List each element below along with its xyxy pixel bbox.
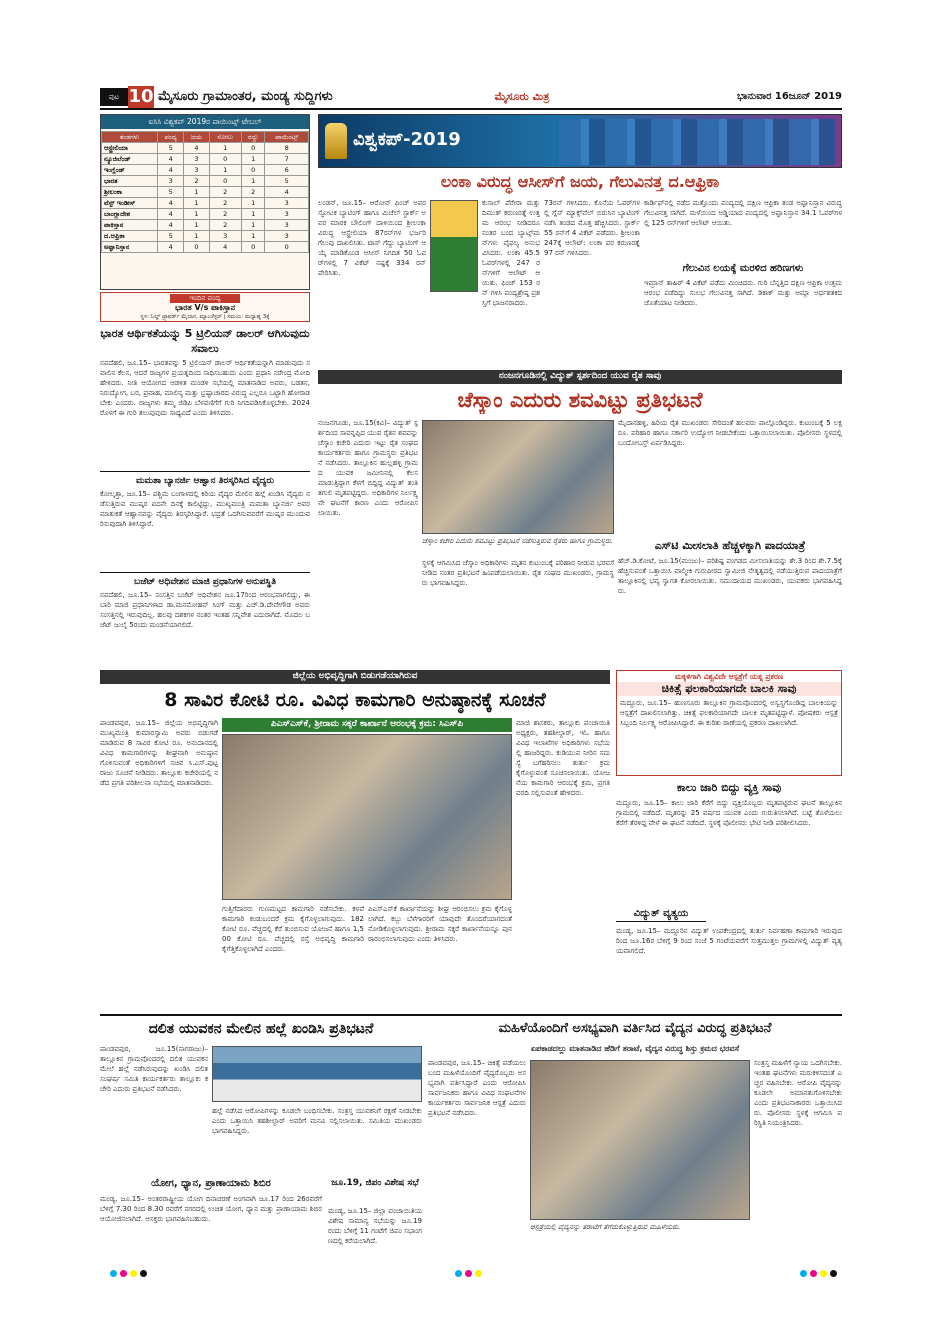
finch-photo: [430, 200, 478, 292]
table-cell: 2: [209, 209, 241, 220]
march-text: ಹೆಚ್.ಡಿ.ಕೋಟೆ, ಜೂ.15(ಮಂಜು)– ಪರಿಶಿಷ್ಟ ಪಂಗಡದ ಮೀಸಲಾತಿಯನ್ನು ಶೇ.3 ರಿಂದ ಶೇ.7.5ಕ್ಕೆ ಹೆಚ್ಚಿಸುವಂತೆ ಒತ್ತಾಯಿಸಿ ವಾಲ್ಮೀಕಿ ಗುರುಪೀಠದ ಸ್ವಾಮೀಜಿ ನೇತೃತ್ವದಲ್ಲಿ ನಡೆಯುತ್ತಿರುವ ಪಾದಯಾತ್ರೆಗೆ ತಾಲ್ಲೂಕಿನಲ್ಲಿ ಭವ್ಯ ಸ್ವಾಗತ ಕೋರಲಾಯಿತು. ಸಮುದಾಯದ ಮುಖಂಡರು, ಯುವಕರು ಭಾಗವಹಿಸಿದ್ದರು.: [618, 557, 842, 595]
table-cell: 1: [241, 220, 265, 231]
points-table-header: ಸೋಲು: [209, 132, 241, 143]
doctor-headline: ಮಹಿಳೆಯೊಂದಿಗೆ ಅಸಭ್ಯವಾಗಿ ವರ್ತಿಸಿದ ವೈದ್ಯನ ವಿರುದ್ಧ ಪ್ರತಿಭಟನೆ: [498, 1021, 772, 1036]
table-cell: 1: [184, 209, 209, 220]
doctor-protest-photo: [530, 1060, 750, 1220]
table-cell: 4: [157, 209, 183, 220]
table-cell: 3: [265, 231, 309, 242]
worldcup-text-col4: ಕಾರ್ಡಿಫ್‌ನಲ್ಲಿ ನಡೆದ ಮತ್ತೊಂದು ಪಂದ್ಯದಲ್ಲಿ ದಕ್ಷಿಣ ಆಫ್ರಿಕಾ ತಂಡ ಅಫ್ಘಾನಿಸ್ತಾನ ವಿರುದ್ಧ ಗೆಲುವಿನತ್ತ ಸಾಗಿದೆ. ಮಳೆಯಿಂದ ಅಡ್ಡಿಯಾದ ಪಂದ್ಯದಲ್ಲಿ ಅಫ್ಘಾನಿಸ್ತಾನ 34.1 ಓವರ್‌ಗಳಲ್ಲಿ 125 ರನ್‌ಗಳಿಗೆ ಆಲೌಟ್ ಆಯಿತು.: [644, 199, 842, 227]
points-table-header: ಪಾಯಿಂಟ್ಸ್: [265, 132, 309, 143]
worldcup-text-col2: ಕುಸಾಲ್ ಪೆರೇರಾ ಮತ್ತು ದಿಮುತ್ ಕರುಣರತ್ನೆ ಉತ್ತಮ ಆರಂಭ ನೀಡಿದರೂ ನಂತರ ಬಂದ ಬ್ಯಾಟ್ಸ್‌ಮನ್‌ಗಳು ವೈಫಲ್ಯ ಅನುಭವಿಸಿದರು. ಲಂಕಾ 45.5 ಓವರ್‌ಗಳಲ್ಲಿ 247 ರನ್‌ಗಳಿಗೆ ಆಲೌಟ್ ಆಯಿತು. ಫಿಂಚ್ 153 ರನ್ ಗಳಿಸಿ ಪಂದ್ಯಶ್ರೇಷ್ಠ ಪ್ರಶಸ್ತಿಗೆ ಭಾಜನರಾದರು.: [482, 199, 540, 307]
table-cell: 2: [184, 176, 209, 187]
team-name: ದ.ಆಫ್ರಿಕಾ: [102, 231, 158, 242]
protest-text-col3: ಮೈದಾನಹಳ್ಳಿ, ಹಿರಿಯ ರೈತ ಮುಖಂಡರು ಸೇರಿದಂತೆ ಹಲವರು ಪಾಲ್ಗೊಂಡಿದ್ದರು. ಕುಟುಂಬಕ್ಕೆ 5 ಲಕ್ಷ ರೂ. ಪರಿಹಾರ ಹಾಗೂ ಸರ್ಕಾರಿ ಉದ್ಯೋಗ ನೀಡಬೇಕೆಂದು ಒತ್ತಾಯಿಸಲಾಯಿತು. ಪೊಲೀಸರು ಸ್ಥಳದಲ್ಲಿ ಬಂದೋಬಸ್ತ್ ಏರ್ಪಡಿಸಿದ್ದರು.: [618, 419, 842, 447]
table-cell: 5: [157, 187, 183, 198]
table-cell: 0: [184, 242, 209, 253]
hospital-box: [616, 670, 842, 776]
team-name: ಇಂಗ್ಲೆಂಡ್: [102, 165, 158, 176]
table-cell: 3: [157, 176, 183, 187]
protest-text-col2: ಸ್ಥಳಕ್ಕೆ ಆಗಮಿಸಿದ ಚೆಸ್ಕಾಂ ಅಧಿಕಾರಿಗಳು ಮೃತನ ಕುಟುಂಬಕ್ಕೆ ಪರಿಹಾರ ನೀಡುವ ಭರವಸೆ ನೀಡಿದ ನಂತರ ಪ್ರತಿಭಟನೆ ಹಿಂಪಡೆಯಲಾಯಿತು. ರೈತ ಸಂಘದ ಮುಖಂಡರು, ಗ್ರಾಮಸ್ಥರು ಭಾಗವಹಿಸಿದ್ದರು.: [422, 559, 614, 587]
worldcup-subheadline: ಗೆಲುವಿನ ಲಯಕ್ಕೆ ಮರಳಿದ ಹರಿಣಗಳು: [682, 263, 804, 274]
doctor-photo-caption: ಆಸ್ಪತ್ರೆಯಲ್ಲಿ ವೈದ್ಯನನ್ನು ತರಾಟೆಗೆ ತೆಗೆದುಕೊಳ್ಳುತ್ತಿರುವ ಮಹಿಳೆಯರು.: [530, 1223, 681, 1231]
table-cell: 3: [209, 231, 241, 242]
march-headline: ಎಸ್‌ಟಿ ಮೀಸಲಾತಿ ಹೆಚ್ಚಳಕ್ಕಾಗಿ ಪಾದಯಾತ್ರೆ: [654, 539, 806, 552]
dalit-protest-photo: [212, 1046, 422, 1102]
table-cell: 1: [241, 176, 265, 187]
works-text-col3: ಪಿಎಸ್‌ಎಸ್‌ಕೆ ಕಾರ್ಖಾನೆಯನ್ನು ಶೀಘ್ರ ಆರಂಭಿಸಲು ಕ್ರಮ ಕೈಗೊಳ್ಳಲಾಗಿದೆ. ಕಬ್ಬು ಬೆಳೆಗಾರರಿಗೆ ಯಾವುದೇ ತೊಂದರೆಯಾಗದಂತೆ ನೋಡಿಕೊಳ್ಳಲಾಗುವುದು. ಶ್ರೀರಾಮ ಸಕ್ಕರೆ ಕಾರ್ಖಾನೆಯನ್ನೂ ಪುನರಾರಂಭಿಸಲಾಗುವುದು ಎಂದು ತಿಳಿಸಿದರು.: [368, 905, 512, 943]
points-table-header: ರದ್ದು: [241, 132, 265, 143]
table-cell: 0: [241, 165, 265, 176]
table-cell: 0: [209, 154, 241, 165]
table-cell: 5: [157, 231, 183, 242]
table-cell: 5: [265, 176, 309, 187]
protest-photo-caption: ಚೆಸ್ಕಾಂ ಕಚೇರಿ ಎದುರು ಶವವಿಟ್ಟು ಪ್ರತಿಭಟನೆ ನಡೆಸುತ್ತಿರುವ ರೈತರು ಹಾಗೂ ಗ್ರಾಮಸ್ಥರು.: [422, 537, 614, 545]
worldcup-text-col3: 73ರನ್ ಗಳಿಸಿದರು. ಕೊನೆಯ ಓವರ್‌ಗಳಲ್ಲಿ ಗ್ಲೆನ್ ಮ್ಯಾಕ್ಸ್‌ವೆಲ್ ಬಿರುಸಿನ ಬ್ಯಾಟಿಂಗ್ ನಡೆಸಿ ತಂಡದ ಮೊತ್ತ ಹೆಚ್ಚಿಸಿದರು. ಸ್ಟಾರ್ಕ್ 55 ರನ್‌ಗೆ 4 ವಿಕೆಟ್ ಪಡೆದರು. ಶ್ರೀಲಂಕಾ 247ಕ್ಕೆ ಆಲೌಟ್: ಲಂಕಾ ಪರ ಕರುಣರತ್ನೆ 97 ರನ್ ಗಳಿಸಿದರು.: [544, 199, 640, 257]
powercut-text: ಮಂಡ್ಯ, ಜೂ.15– ಮದ್ದೂರಿನ ವಿದ್ಯುತ್ ಉಪಕೇಂದ್ರದಲ್ಲಿ ತುರ್ತು ನಿರ್ವಹಣಾ ಕಾಮಗಾರಿ ಇರುವುದರಿಂದ ಜೂ.16ರ ಬೆಳಿಗ್ಗೆ 9 ರಿಂದ ಸಂಜೆ 5 ಗಂಟೆಯವರೆಗೆ ಸುತ್ತಮುತ್ತಲ ಗ್ರಾಮಗಳಲ್ಲಿ ವಿದ್ಯುತ್ ವ್ಯತ್ಯಯವಾಗಲಿದೆ.: [616, 927, 842, 955]
todays-match-teams: ಭಾರತ V/s ಪಾಕಿಸ್ತಾನ: [174, 303, 236, 312]
paper-name: ಮೈಸೂರು ಮಿತ್ರ: [494, 90, 550, 103]
table-cell: 0: [265, 242, 309, 253]
protest-kicker: ನಂಜನಗೂಡಿನಲ್ಲಿ ವಿದ್ಯುತ್ ಸ್ಪರ್ಶದಿಂದ ಯುವ ರೈತ ಸಾವು: [318, 370, 842, 384]
works-kicker: ಜಿಲ್ಲೆಯ ಅಭಿವೃದ್ಧಿಗಾಗಿ ಬಿಡುಗಡೆಯಾಗಿರುವ: [100, 670, 610, 684]
points-table-box: [100, 114, 310, 290]
table-cell: 3: [184, 154, 209, 165]
table-cell: 1: [184, 187, 209, 198]
table-cell: 1: [184, 231, 209, 242]
table-row: [102, 198, 309, 209]
table-cell: 2: [209, 198, 241, 209]
table-cell: 4: [209, 242, 241, 253]
points-table-title: ಐಸಿಸಿ ವಿಶ್ವಕಪ್ 2019ರ ಪಾಯಿಂಟ್ಸ್ ಟೇಬಲ್: [101, 115, 309, 129]
page-number: 10: [128, 86, 154, 107]
budget-text: ನವದೆಹಲಿ, ಜೂ.15– ಸಂಸತ್ತಿನ ಬಜೆಟ್ ಅಧಿವೇಶನ ಜೂ.17ರಿಂದ ಆರಂಭವಾಗಲಿದ್ದು, ಈ ಬಾರಿ ಮಾಜಿ ಪ್ರಧಾನಿಗಳಾದ ಡಾ.ಮನಮೋಹನ್ ಸಿಂಗ್ ಮತ್ತು ಎಚ್.ಡಿ.ದೇವೇಗೌಡ ಅವರು ಸಂಸತ್ತಿನಲ್ಲಿ ಇರುವುದಿಲ್ಲ. ಹಲವು ದಶಕಗಳ ನಂತರ ಇಂತಹ ಸನ್ನಿವೇಶ ಎದುರಾಗಿದೆ. ಮೊದಲ ಬಜೆಟ್ ಜುಲೈ 5ರಂದು ಮಂಡನೆಯಾಗಲಿದೆ.: [100, 591, 310, 629]
yoga-headline: ಯೋಗ, ಧ್ಯಾನ, ಪ್ರಾಣಾಯಾಮ ಶಿಬಿರ: [151, 1178, 271, 1189]
protest-photo: [422, 420, 614, 534]
yoga-text: ಮಂಡ್ಯ, ಜೂ.15– ಅಂತರರಾಷ್ಟ್ರೀಯ ಯೋಗ ದಿನಾಚರಣೆ ಅಂಗವಾಗಿ ಜೂ.17 ರಿಂದ 26ರವರೆಗೆ ಬೆಳಿಗ್ಗೆ 7.30 ರಿಂದ 8.30 ರವರೆಗೆ ನಗರದಲ್ಲಿ ಉಚಿತ ಯೋಗ, ಧ್ಯಾನ ಮತ್ತು ಪ್ರಾಣಾಯಾಮ ಶಿಬಿರ ಆಯೋಜಿಸಲಾಗಿದೆ. ಆಸಕ್ತರು ಭಾಗವಹಿಸಬಹುದು.: [100, 1195, 322, 1223]
team-name: ಆಸ್ಟ್ರೇಲಿಯಾ: [102, 143, 158, 154]
table-cell: 1: [209, 165, 241, 176]
accident-text: ಮದ್ದೂರು, ಜೂ.15– ಕಾಲು ಜಾರಿ ಕೆರೆಗೆ ಬಿದ್ದು ವ್ಯಕ್ತಿಯೊಬ್ಬರು ಮೃತಪಟ್ಟಿರುವ ಘಟನೆ ತಾಲ್ಲೂಕಿನ ಗ್ರಾಮದಲ್ಲಿ ನಡೆದಿದೆ. ಮೃತರನ್ನು 25 ವರ್ಷದ ಯುವಕ ಎಂದು ಗುರುತಿಸಲಾಗಿದೆ. ಬಟ್ಟೆ ತೊಳೆಯಲು ಕೆರೆಗೆ ತೆರಳಿದ್ದ ವೇಳೆ ಈ ಘಟನೆ ನಡೆದಿದೆ. ಸ್ಥಳಕ್ಕೆ ಪೊಲೀಸರು ಭೇಟಿ ನೀಡಿ ಪರಿಶೀಲಿಸಿದರು.: [616, 799, 842, 827]
table-cell: 0: [209, 176, 241, 187]
table-cell: 3: [265, 220, 309, 231]
divider: [100, 572, 310, 573]
budget-headline: ಬಜೆಟ್ ಅಧಿವೇಶನ ಮಾಜಿ ಪ್ರಧಾನಿಗಳ ಅನುಪಸ್ಥಿತಿ: [134, 577, 276, 587]
registration-mark: [475, 1270, 482, 1277]
powercut-headline: ವಿದ್ಯುತ್ ವ್ಯತ್ಯಯ: [616, 906, 706, 922]
table-cell: 4: [184, 143, 209, 154]
table-row: [102, 154, 309, 165]
table-cell: 7: [265, 154, 309, 165]
team-name: ಪಾಕಿಸ್ತಾನ: [102, 220, 158, 231]
todays-match-label: ಇಂದಿನ ಪಂದ್ಯ: [170, 294, 240, 303]
worldcup-banner: [318, 114, 842, 168]
protest-text-col1: ನಂಜನಗೂಡು, ಜೂ.15(ಕವಿ)– ವಿದ್ಯುತ್ ಸ್ಪರ್ಶದಿಂದ ಸಾವನ್ನಪ್ಪಿದ ಯುವ ರೈತನ ಶವವನ್ನು ಚೆಸ್ಕಾಂ ಕಚೇರಿ ಎದುರು ಇಟ್ಟು ರೈತ ಸಂಘದ ಕಾರ್ಯಕರ್ತರು ಹಾಗೂ ಗ್ರಾಮಸ್ಥರು ಪ್ರತಿಭಟನೆ ನಡೆಸಿದರು. ತಾಲ್ಲೂಕಿನ ಹುಲ್ಲಹಳ್ಳಿ ಗ್ರಾಮದ ಯುವಕ ಜಮೀನಿನಲ್ಲಿ ಕೆಲಸ ಮಾಡುತ್ತಿದ್ದಾಗ ಕೆಳಗೆ ಬಿದ್ದಿದ್ದ ವಿದ್ಯುತ್ ತಂತಿ ತಗುಲಿ ಮೃತಪಟ್ಟಿದ್ದರು. ಅಧಿಕಾರಿಗಳ ನಿರ್ಲಕ್ಷ್ಯವೇ ಘಟನೆಗೆ ಕಾರಣ ಎಂದು ಆರೋಪಿಸಲಾಯಿತು.: [318, 419, 418, 517]
meeting-headline: ಜೂ.19, ಜಿಪಂ ವಿಶೇಷ ಸಭೆ: [331, 1178, 419, 1188]
table-cell: 4: [265, 187, 309, 198]
table-cell: 1: [241, 154, 265, 165]
table-cell: 1: [184, 198, 209, 209]
table-cell: 3: [265, 198, 309, 209]
team-name: ಶ್ರೀಲಂಕಾ: [102, 187, 158, 198]
meeting-text: ಮಂಡ್ಯ, ಜೂ.15– ಜಿಲ್ಲಾ ಪಂಚಾಯಿತಿಯ ವಿಶೇಷ ಸಾಮಾನ್ಯ ಸಭೆಯನ್ನು ಜೂ.19ರಂದು ಬೆಳಿಗ್ಗೆ 11 ಗಂಟೆಗೆ ಜಿಪಂ ಸಭಾಂಗಣದಲ್ಲಿ ಕರೆಯಲಾಗಿದೆ.: [328, 1207, 422, 1245]
newspaper-page: [92, 86, 850, 1258]
table-cell: 2: [241, 187, 265, 198]
doctor-text-col1: ಪಾಂಡವಪುರ, ಜೂ.15– ಚಿಕಿತ್ಸೆ ಪಡೆಯಲು ಬಂದ ಮಹಿಳೆಯೊಂದಿಗೆ ವೈದ್ಯರೊಬ್ಬರು ಅಸಭ್ಯವಾಗಿ ವರ್ತಿಸಿದ್ದಾರೆ ಎಂದು ಆರೋಪಿಸಿ ಸಾರ್ವಜನಿಕರು ಹಾಗೂ ವಿವಿಧ ಸಂಘಟನೆಗಳ ಕಾರ್ಯಕರ್ತರು ಸಾರ್ವಜನಿಕ ಆಸ್ಪತ್ರೆ ಎದುರು ಪ್ರತಿಭಟನೆ ನಡೆಸಿದರು.: [428, 1059, 526, 1117]
points-table-header: ತಂಡಗಳು: [102, 132, 158, 143]
protest-headline: ಚೆಸ್ಕಾಂ ಎದುರು ಶವವಿಟ್ಟು ಪ್ರತಿಭಟನೆ: [457, 388, 703, 412]
table-cell: 5: [157, 143, 183, 154]
table-cell: 1: [209, 143, 241, 154]
team-name: ವೆಸ್ಟ್ ಇಂಡೀಸ್: [102, 198, 158, 209]
table-cell: 4: [157, 220, 183, 231]
table-row: [102, 242, 309, 253]
economy-headline: ಭಾರತ ಆರ್ಥಿಕತೆಯನ್ನು 5 ಟ್ರಿಲಿಯನ್ ಡಾಲರ್ ಆಗಿಸುವುದು ಸವಾಲು: [100, 327, 310, 355]
works-subbar: ಪಿಎಸ್‌ಎಸ್‌ಕೆ, ಶ್ರೀರಾಮ ಸಕ್ಕರೆ ಕಾರ್ಖಾನೆ ಆರಂಭಕ್ಕೆ ಕ್ರಮ: ಸಿಎಸ್‌ಪಿ: [222, 718, 512, 732]
economy-text: ನವದೆಹಲಿ, ಜೂ.15– ಭಾರತವನ್ನು 5 ಟ್ರಿಲಿಯನ್ ಡಾಲರ್ ಆರ್ಥಿಕತೆಯನ್ನಾಗಿ ಮಾಡುವುದು ಸವಾಲಿನ ಕೆಲಸ, ಆದರೆ ರಾಜ್ಯಗಳ ಪ್ರಯತ್ನದಿಂದ ಸಾಧಿಸಬಹುದು ಎಂದು ಪ್ರಧಾನಿ ನರೇಂದ್ರ ಮೋದಿ ಹೇಳಿದರು. ನೀತಿ ಆಯೋಗದ ಆಡಳಿತ ಮಂಡಳಿ ಸಭೆಯಲ್ಲಿ ಮಾತನಾಡಿದ ಅವರು, ಬಡತನ, ನಿರುದ್ಯೋಗ, ಬರ, ಪ್ರವಾಹ, ಮಾಲಿನ್ಯ ಮತ್ತು ಭ್ರಷ್ಟಾಚಾರದ ವಿರುದ್ಧ ಎಲ್ಲರೂ ಒಟ್ಟಾಗಿ ಹೋರಾಡಬೇಕು ಎಂದರು. ರಾಜ್ಯಗಳು ತಮ್ಮ ಜಿಡಿಪಿ ಬೆಳವಣಿಗೆಗೆ ಗುರಿ ನಿಗದಿಪಡಿಸಿಕೊಳ್ಳಬೇಕು. 2024ರೊಳಗೆ ಈ ಗುರಿ ತಲುಪುವುದು ಸಾಧ್ಯವಿದೆ ಎಂದು ತಿಳಿಸಿದರು.: [100, 359, 310, 417]
table-cell: 1: [241, 231, 265, 242]
dalit-text-col2: ಹಲ್ಲೆ ನಡೆಸಿದ ಆರೋಪಿಗಳನ್ನು ಕೂಡಲೇ ಬಂಧಿಸಬೇಕು. ಸಂತ್ರಸ್ತ ಯುವಕನಿಗೆ ರಕ್ಷಣೆ ನೀಡಬೇಕು ಎಂದು ಒತ್ತಾಯಿಸಿ ತಹಶೀಲ್ದಾರ್ ಅವರಿಗೆ ಮನವಿ ಸಲ್ಲಿಸಲಾಯಿತು. ಸಮಿತಿಯ ಮುಖಂಡರು ಭಾಗವಹಿಸಿದ್ದರು.: [212, 1107, 422, 1135]
table-cell: 1: [241, 209, 265, 220]
table-row: [102, 143, 309, 154]
divider: [100, 1014, 842, 1016]
table-cell: 1: [241, 198, 265, 209]
hospital-text: ಮದ್ದೂರು, ಜೂ.15– ಹುಣಸೂರು ತಾಲ್ಲೂಕಿನ ಗ್ರಾಮವೊಂದರಲ್ಲಿ ಅಸ್ವಸ್ಥಗೊಂಡಿದ್ದ ಬಾಲಕಿಯನ್ನು ಆಸ್ಪತ್ರೆಗೆ ದಾಖಲಿಸಲಾಗಿತ್ತು. ಚಿಕಿತ್ಸೆ ಫಲಕಾರಿಯಾಗದೇ ಬಾಲಕಿ ಮೃತಪಟ್ಟಿದ್ದಾಳೆ. ಪೋಷಕರು ಆಸ್ಪತ್ರೆ ಸಿಬ್ಬಂದಿ ನಿರ್ಲಕ್ಷ್ಯ ಆರೋಪಿಸಿದ್ದಾರೆ. ಈ ಕುರಿತು ಠಾಣೆಯಲ್ಲಿ ಪ್ರಕರಣ ದಾಖಲಾಗಿದೆ.: [620, 699, 838, 727]
header-rule: [100, 108, 842, 110]
mamata-headline: ಮಮತಾ ಬ್ಯಾನರ್ಜಿ ಆಹ್ವಾನ ತಿರಸ್ಕರಿಸಿದ ವೈದ್ಯರು: [135, 476, 275, 486]
divider: [100, 471, 310, 472]
accident-headline: ಕಾಲು ಜಾರಿ ಬಿದ್ದು ವ್ಯಕ್ತಿ ಸಾವು: [676, 781, 782, 794]
team-name: ಭಾರತ: [102, 176, 158, 187]
works-headline: 8 ಸಾವಿರ ಕೋಟಿ ರೂ. ವಿವಿಧ ಕಾಮಗಾರಿ ಅನುಷ್ಠಾನಕ್ಕೆ ಸೂಚನೆ: [164, 689, 546, 711]
table-cell: 4: [157, 198, 183, 209]
registration-mark: [810, 1270, 817, 1277]
worldcup-headline: ಲಂಕಾ ವಿರುದ್ಧ ಆಸೀಸ್‌ಗೆ ಜಯ, ಗೆಲುವಿನತ್ತ ದ.ಆಫ್ರಿಕಾ: [440, 172, 720, 191]
works-text-col2: ಗುತ್ತಿಗೆದಾರರು ಗುಣಮಟ್ಟದ ಕಾಮಗಾರಿ ನಡೆಸಬೇಕು. ಕಳಪೆ ಕಾಮಗಾರಿ ಕಂಡುಬಂದರೆ ಕ್ರಮ ಕೈಗೊಳ್ಳಲಾಗುವುದು. 182 ಕೋಟಿ ರೂ. ವೆಚ್ಚದಲ್ಲಿ ಕೆರೆ ತುಂಬಿಸುವ ಯೋಜನೆ ಹಾಗೂ 1,500 ಕೋಟಿ ರೂ. ವೆಚ್ಚದಲ್ಲಿ ರಸ್ತೆ ಅಭಿವೃದ್ಧಿ ಕಾಮಗಾರಿ ಕೈಗೆತ್ತಿಕೊಳ್ಳಲಾಗಿದೆ ಎಂದರು.: [222, 905, 364, 953]
points-table-header: ಪಂದ್ಯ: [157, 132, 183, 143]
points-table-header: ಜಯ: [184, 132, 209, 143]
dalit-text-col1: ಪಾಂಡವಪುರ, ಜೂ.15(ನಾಗರಾಜು)– ತಾಲ್ಲೂಕಿನ ಗ್ರಾಮವೊಂದರಲ್ಲಿ ದಲಿತ ಯುವಕನ ಮೇಲೆ ಹಲ್ಲೆ ನಡೆಸಿರುವುದನ್ನು ಖಂಡಿಸಿ ದಲಿತ ಸಂಘರ್ಷ ಸಮಿತಿ ಕಾರ್ಯಕರ್ತರು ತಾಲ್ಲೂಕು ಕಚೇರಿ ಎದುರು ಪ್ರತಿಭಟನೆ ನಡೆಸಿದರು.: [100, 1045, 208, 1093]
table-cell: 4: [157, 154, 183, 165]
team-name: ನ್ಯೂಜಿಲೆಂಡ್: [102, 154, 158, 165]
table-row: [102, 176, 309, 187]
table-cell: 8: [265, 143, 309, 154]
works-meeting-photo: [222, 734, 512, 900]
works-text-col4: ಮಾಜಿ ಶಾಸಕರು, ತಾಲ್ಲೂಕು ಪಂಚಾಯಿತಿ ಅಧ್ಯಕ್ಷರು, ತಹಶೀಲ್ದಾರ್, ಇಓ ಹಾಗೂ ವಿವಿಧ ಇಲಾಖೆಗಳ ಅಧಿಕಾರಿಗಳು ಸಭೆಯಲ್ಲಿ ಹಾಜರಿದ್ದರು. ಕುಡಿಯುವ ನೀರಿನ ಸಮಸ್ಯೆ ಬಗೆಹರಿಸಲು ತುರ್ತು ಕ್ರಮ ಕೈಗೊಳ್ಳುವಂತೆ ಸೂಚಿಸಲಾಯಿತು. ಯೋಜನೆಯ ಕಾಮಗಾರಿ ಆರಂಭಕ್ಕೆ ಕ್ರಮ, ಪ್ರಗತಿ ವರದಿ ಸಲ್ಲಿಸುವಂತೆ ಹೇಳಿದರು.: [516, 719, 610, 797]
table-cell: 4: [157, 242, 183, 253]
table-row: [102, 231, 309, 242]
registration-mark: [830, 1270, 837, 1277]
trophy-icon: [325, 123, 347, 159]
table-cell: 1: [184, 220, 209, 231]
table-row: [102, 187, 309, 198]
table-row: [102, 209, 309, 220]
table-cell: 0: [241, 242, 265, 253]
players-photo: [559, 119, 835, 165]
table-cell: 3: [265, 209, 309, 220]
registration-mark: [455, 1270, 462, 1277]
registration-mark: [110, 1270, 117, 1277]
registration-mark: [140, 1270, 147, 1277]
registration-mark: [120, 1270, 127, 1277]
doctor-subhead: ಏಪಕಾಡದಲ್ಲು ಮಾತನಾಡಿದ ಹೆಡಿಗೆ ತರಾಟೆ, ವೈದ್ಯನ ವಿರುದ್ಧ ಶಿಸ್ತು ಕ್ರಮದ ಭರವಸೆ: [530, 1044, 740, 1053]
hospital-headline: ಚಿಕಿತ್ಸೆ ಫಲಕಾರಿಯಾಗದೇ ಬಾಲಕಿ ಸಾವು: [617, 682, 841, 696]
worldcup-subtext: ಇಮ್ರಾನ್ ತಾಹಿರ್ 4 ವಿಕೆಟ್ ಪಡೆದು ಮಿಂಚಿದರು. ಗುರಿ ಬೆನ್ನತ್ತಿದ ದಕ್ಷಿಣ ಆಫ್ರಿಕಾ ಉತ್ತಮ ಆರಂಭ ಪಡೆದಿದ್ದು ಸುಲಭ ಗೆಲುವಿನತ್ತ ಸಾಗಿದೆ. ಡಿಕಾಕ್ ಮತ್ತು ಆಮ್ಲಾ ಅರ್ಧಶತಕದ ಜೊತೆಯಾಟ ನೀಡಿದರು.: [644, 279, 842, 307]
hospital-kicker: ಮಕ್ಕಳಿಗಾಗಿ ವಿಶ್ವವಿದೇ ಆಸ್ಪತ್ರೆಗೆ ಯತ್ನ ಪ್ರಕರಣ: [674, 672, 784, 681]
table-cell: 0: [241, 143, 265, 154]
table-cell: 3: [184, 165, 209, 176]
table-cell: 2: [209, 187, 241, 198]
dalit-headline: ದಲಿತ ಯುವಕನ ಮೇಲಿನ ಹಲ್ಲೆ ಖಂಡಿಸಿ ಪ್ರತಿಭಟನೆ: [148, 1021, 374, 1037]
doctor-text-col3: ಸಂತ್ರಸ್ತ ಮಹಿಳೆಗೆ ನ್ಯಾಯ ಒದಗಿಸಬೇಕು. ಇಂತಹ ಘಟನೆಗಳು ಮರುಕಳಿಸದಂತೆ ಎಚ್ಚರ ವಹಿಸಬೇಕು. ಆರೋಪಿ ವೈದ್ಯನನ್ನು ಕೂಡಲೇ ಅಮಾನತುಗೊಳಿಸಬೇಕು ಎಂದು ಪ್ರತಿಭಟನಾಕಾರರು ಒತ್ತಾಯಿಸಿದರು. ಪೊಲೀಸರು ಸ್ಥಳಕ್ಕೆ ಆಗಮಿಸಿ ಪರಿಸ್ಥಿತಿ ನಿಯಂತ್ರಿಸಿದರು.: [754, 1059, 842, 1127]
registration-mark: [820, 1270, 827, 1277]
todays-match-box: [100, 292, 310, 322]
worldcup-text-col1: ಲಂಡನ್, ಜೂ.15– ಆರೋನ್ ಫಿಂಚ್ ಅವರ ಸ್ಫೋಟಕ ಬ್ಯಾಟಿಂಗ್ ಹಾಗೂ ಮಿಚೆಲ್ ಸ್ಟಾರ್ಕ್ ಅವರ ಮಾರಕ ಬೌಲಿಂಗ್ ದಾಳಿಯಿಂದ ಶ್ರೀಲಂಕಾ ವಿರುದ್ಧ ಆಸ್ಟ್ರೇಲಿಯಾ 87ರನ್‌ಗಳ ಭರ್ಜರಿ ಗೆಲುವು ದಾಖಲಿಸಿತು. ಟಾಸ್ ಗೆದ್ದು ಬ್ಯಾಟಿಂಗ್ ಆಯ್ಕೆ ಮಾಡಿಕೊಂಡ ಆಸೀಸ್ ನಿಗದಿತ 50 ಓವರ್‌ಗಳಲ್ಲಿ 7 ವಿಕೆಟ್ ನಷ್ಟಕ್ಕೆ 334 ರನ್ ಪೇರಿಸಿತು.: [318, 199, 426, 277]
table-cell: 2: [209, 220, 241, 231]
mamata-text: ಕೋಲ್ಕತ್ತಾ, ಜೂ.15– ಪಶ್ಚಿಮ ಬಂಗಾಳದಲ್ಲಿ ಕಿರಿಯ ವೈದ್ಯರ ಮೇಲಿನ ಹಲ್ಲೆ ಖಂಡಿಸಿ ವೈದ್ಯರು ನಡೆಸುತ್ತಿರುವ ಮುಷ್ಕರ ಐದನೇ ದಿನಕ್ಕೆ ಕಾಲಿಟ್ಟಿದ್ದು, ಮುಖ್ಯಮಂತ್ರಿ ಮಮತಾ ಬ್ಯಾನರ್ಜಿ ಅವರ ಮಾತುಕತೆ ಆಹ್ವಾನವನ್ನು ವೈದ್ಯರು ತಿರಸ್ಕರಿಸಿದ್ದಾರೆ. ಭದ್ರತೆ ಒದಗಿಸುವವರೆಗೆ ಮುಷ್ಕರ ಮುಂದುವರಿಸುವುದಾಗಿ ತಿಳಿಸಿದ್ದಾರೆ.: [100, 490, 310, 528]
team-name: ಬಾಂಗ್ಲಾದೇಶ: [102, 209, 158, 220]
registration-mark: [130, 1270, 137, 1277]
table-row: [102, 165, 309, 176]
registration-mark: [800, 1270, 807, 1277]
registration-mark: [465, 1270, 472, 1277]
team-name: ಅಫ್ಘಾನಿಸ್ತಾನ: [102, 242, 158, 253]
table-cell: 4: [157, 165, 183, 176]
table-row: [102, 220, 309, 231]
todays-match-venue: ಸ್ಥಳ: ಓಲ್ಡ್ ಟ್ರ್ಯಾಫರ್ಡ್ ಮೈದಾನ, ಮ್ಯಾಂಚೆಸ್ಟರ್ | ಸಮಯ: ಮಧ್ಯಾಹ್ನ 3ಕ್ಕೆ: [140, 314, 270, 320]
page-label: ಪುಟ: [100, 88, 128, 106]
section-title: ಮೈಸೂರು ಗ್ರಾಮಾಂತರ, ಮಂಡ್ಯ ಸುದ್ದಿಗಳು: [158, 89, 333, 104]
table-cell: 6: [265, 165, 309, 176]
issue-date: ಭಾನುವಾರ 16ಜೂನ್ 2019: [737, 91, 842, 102]
works-text-col1: ಪಾಂಡವಪುರ, ಜೂ.15– ಜಿಲ್ಲೆಯ ಅಭಿವೃದ್ಧಿಗಾಗಿ ಮುಖ್ಯಮಂತ್ರಿ ಕುಮಾರಸ್ವಾಮಿ ಅವರು ಬಿಡುಗಡೆ ಮಾಡಿರುವ 8 ಸಾವಿರ ಕೋಟಿ ರೂ. ಅನುದಾನದಲ್ಲಿ ವಿವಿಧ ಕಾಮಗಾರಿಗಳನ್ನು ಶೀಘ್ರವಾಗಿ ಅನುಷ್ಠಾನಗೊಳಿಸುವಂತೆ ಅಧಿಕಾರಿಗಳಿಗೆ ಸಚಿವ ಸಿ.ಎಸ್.ಪುಟ್ಟರಾಜು ಸೂಚನೆ ನೀಡಿದರು. ತಾಲ್ಲೂಕು ಕಚೇರಿಯಲ್ಲಿ ನಡೆದ ಪ್ರಗತಿ ಪರಿಶೀಲನಾ ಸಭೆಯಲ್ಲಿ ಮಾತನಾಡಿದರು.: [100, 719, 218, 787]
points-table: [101, 131, 309, 253]
worldcup-banner-title: ವಿಶ್ವಕಪ್-2019: [353, 129, 461, 150]
